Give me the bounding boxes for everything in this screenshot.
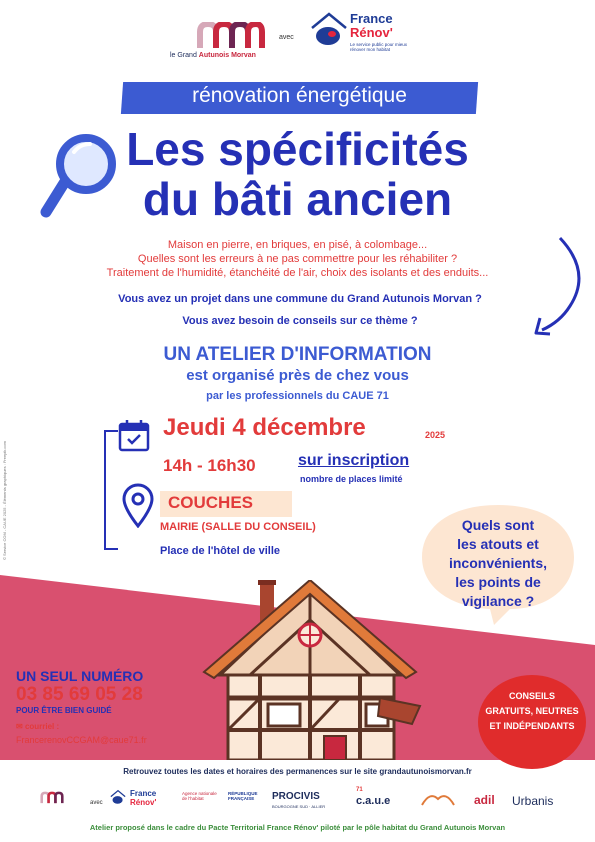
atelier-subheading: est organisé près de chez vous	[186, 367, 409, 384]
france-renov-house-icon	[308, 10, 350, 48]
email-label: ✉ courriel :	[16, 722, 60, 731]
envelope-icon: ✉	[16, 722, 25, 731]
event-town: COUCHES	[168, 493, 254, 512]
bubble-question: Quels sont les atouts et inconvénients, les points de vigilance ?	[448, 517, 548, 609]
caue-number: 71	[356, 787, 363, 793]
france-renov-small-icon	[108, 789, 128, 805]
event-bracket	[104, 430, 118, 550]
phone-guide: POUR ÊTRE BIEN GUIDÉ	[16, 706, 112, 715]
anah-logo: Agence nationale de l'habitat	[182, 791, 217, 801]
procivis-logo: PROCIVIS	[272, 791, 320, 802]
partners-avec: avec	[90, 800, 103, 806]
email-link[interactable]: FrancerenovCCGAM@caue71.fr	[16, 735, 147, 745]
republique-francaise-logo: RÉPUBLIQUE FRANÇAISE	[228, 791, 258, 801]
grand-autunois-morvan-name: le Grand Autunois Morvan	[170, 52, 256, 59]
partners-france-renov: France Rénov'	[130, 789, 157, 807]
event-venue: MAIRIE (SALLE DU CONSEIL)	[160, 521, 316, 533]
location-pin-icon	[120, 482, 156, 528]
urbanis-logo: Urbanis	[512, 794, 554, 808]
intro-line: Quelles sont les erreurs à ne pas commettre pour les réhabiliter ?	[137, 253, 458, 265]
registration-note: sur inscription	[298, 452, 410, 469]
banner-label: rénovation énergétique	[192, 84, 407, 107]
limited-places-note: nombre de places limité	[300, 474, 403, 484]
project-question: Vous avez un projet dans une commune du Grand Autunois Morvan ?	[118, 293, 482, 305]
grand-autunois-morvan-logo	[196, 22, 266, 50]
calendar-icon	[118, 418, 150, 452]
phone-number[interactable]: 03 85 69 05 28	[16, 684, 143, 705]
france-renov-tagline: Le service public pour mieux rénover mon habitat	[350, 42, 408, 52]
event-hours: 14h - 16h30	[163, 456, 256, 475]
partners-logos	[0, 783, 595, 823]
intro-line: Traitement de l'humidité, étanchéité de l'air, choix des isolants et des enduits...	[106, 267, 489, 279]
caue-logo: c.a.u.e	[356, 795, 391, 807]
title-line-2: du bâti ancien	[142, 173, 453, 225]
half-timbered-house-illustration	[200, 580, 430, 760]
mountain-logo	[420, 789, 456, 807]
adil-logo: adil	[474, 793, 495, 807]
event-address: Place de l'hôtel de ville	[160, 545, 280, 557]
credits-line: © Service COM - CAUE 2025 - Éléments graphiques : Freepik.com	[2, 441, 7, 560]
free-advice-badge-text: CONSEILS GRATUITS, NEUTRES ET INDÉPENDANTS	[485, 691, 579, 731]
event-year: 2025	[425, 430, 446, 440]
organizer-line: par les professionnels du CAUE 71	[206, 390, 389, 402]
title-line-1: Les spécificités	[126, 123, 469, 175]
curved-arrow-icon	[520, 232, 590, 342]
advice-question: Vous avez besoin de conseils sur ce thème ?	[182, 315, 418, 327]
grand-autunois-morvan-small-logo	[40, 791, 70, 805]
avec-label: avec	[279, 34, 294, 41]
website-line: Retrouvez toutes les dates et horaires des permanences sur le site grandautunoismorvan.fr	[123, 767, 472, 776]
intro-line: Maison en pierre, en briques, en pisé, à colombage...	[167, 239, 428, 251]
france-renov-name: France Rénov'	[350, 11, 393, 40]
atelier-heading: UN ATELIER D'INFORMATION	[163, 344, 432, 365]
phone-label: UN SEUL NUMÉRO	[16, 668, 144, 684]
procivis-subtitle: BOURGOGNE SUD · ALLIER	[272, 804, 326, 809]
event-date: Jeudi 4 décembre	[163, 414, 366, 441]
footer-note: Atelier proposé dans le cadre du Pacte Territorial France Rénov' piloté par le pôle habitat du Grand Autunois Morvan	[89, 823, 506, 832]
